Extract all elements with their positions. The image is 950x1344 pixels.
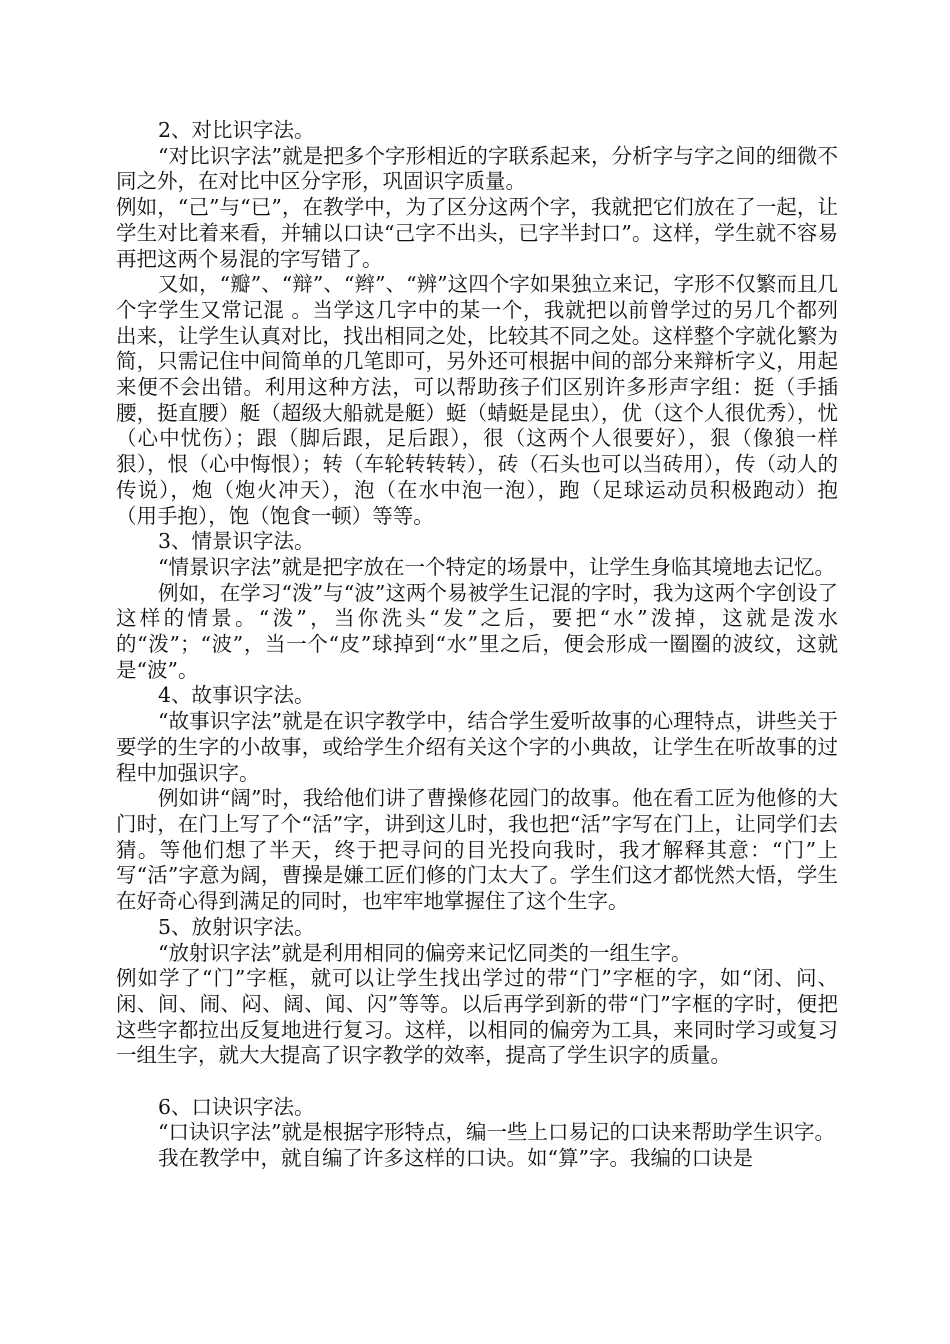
blank-line — [116, 1069, 838, 1095]
section-heading-rhyme: 6、口诀识字法。 — [158, 1094, 315, 1119]
section-heading-scene: 3、情景识字法。 — [158, 529, 315, 554]
paragraph-radial-example: 例如学了“门”字框，就可以让学生找出学过的带“门”字框的字，如“闭、问、闲、间、闹、闷、阔、闻、闪”等等。以后再学到新的带“门”字框的字时，便把这些字都拉出反复地进行复习。这样，以相同的偏旁为工具，来同时学习或复习一组生字，就大大提高了识字教学的效率，提高了学生识字的质量。 — [116, 966, 838, 1068]
paragraph-contrast-example-1: 例如，“己”与“已”，在教学中，为了区分这两个字，我就把它们放在了一起，让学生对比着来看，并辅以口诀“己字不出头，已字半封口”。这样，学生就不容易再把这两个易混的字写错了。 — [116, 195, 838, 271]
section-heading-radial: 5、放射识字法。 — [158, 914, 315, 939]
paragraph-rhyme-example: 我在教学中，就自编了许多这样的口诀。如“算”字。我编的口诀是 — [158, 1146, 753, 1171]
paragraph-contrast-definition: “对比识字法”就是把多个字形相近的字联系起来，分析字与字之间的细微不同之外，在对比中区分字形，巩固识字质量。 — [116, 143, 838, 194]
section-heading-contrast: 2、对比识字法。 — [158, 118, 315, 142]
paragraph-radial-definition: “放射识字法”就是利用相同的偏旁来记忆同类的一组生字。 — [158, 940, 692, 965]
paragraph-scene-definition: “情景识字法”就是把字放在一个特定的场景中，让学生身临其境地去记忆。 — [158, 554, 835, 579]
paragraph-scene-example: 例如，在学习“泼”与“波”这两个易被学生记混的字时，我为这两个字创设了这样的情景。“泼”，当你洗头“发”之后，要把“水”泼掉，这就是泼水的“泼”；“波”，当一个“皮”球掉到“水”里之后，便会形成一圈圈的波纹，这就是“波”。 — [116, 580, 838, 682]
document-page — [116, 118, 838, 1172]
paragraph-contrast-example-2: 又如，“瓣”、“辩”、“辫”、“辨”这四个字如果独立来记，字形不仅繁而且几个字学生又常记混 。当学这几字中的某一个，我就把以前曾学过的另几个都列出来，让学生认真对比，找出相同之处，比较其不同之处。这样整个字就化繁为简，只需记住中间简单的几笔即可，另外还可根据中间的部分来辩析字义，用起来便不会出错。利用这种方法，可以帮助孩子们区别许多形声字组：挺（手插腰，挺直腰）艇（超级大船就是艇）蜓（蜻蜓是昆虫），优（这个人很优秀），忧（心中忧伤）；跟（脚后跟，足后跟），很（这两个人很要好），狠（像狼一样狠），恨（心中悔恨）；转（车轮转转转），砖（石头也可以当砖用），传（动人的传说），炮（炮火冲天），泡（在水中泡一泡），跑（足球运动员积极跑动）抱（用手抱），饱（饱食一顿）等等。 — [116, 272, 838, 528]
paragraph-rhyme-definition: “口诀识字法”就是根据字形特点，编一些上口易记的口诀来帮助学生识字。 — [158, 1120, 835, 1145]
paragraph-story-definition: “故事识字法”就是在识字教学中，结合学生爱听故事的心理特点，讲些关于要学的生字的小故事，或给学生介绍有关这个字的小典故，让学生在听故事的过程中加强识字。 — [116, 709, 838, 785]
section-heading-story: 4、故事识字法。 — [158, 683, 315, 708]
paragraph-story-example: 例如讲“阔”时，我给他们讲了曹操修花园门的故事。他在看工匠为他修的大门时，在门上写了个“活”字，讲到这儿时，我也把“活”字写在门上，让同学们去猜。等他们想了半天，终于把寻问的目光投向我时，我才解释其意：“门”上写“活”字意为阔，曹操是嫌工匠们修的门太大了。学生们这才都恍然大悟，学生在好奇心得到满足的同时，也牢牢地掌握住了这个生字。 — [116, 786, 838, 914]
